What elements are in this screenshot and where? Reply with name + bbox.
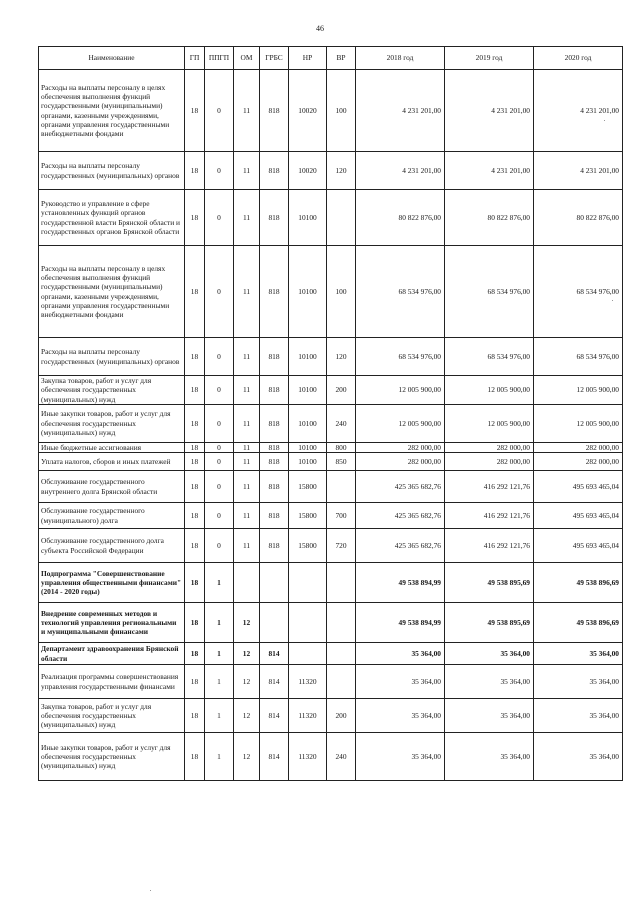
- cell-ppgp: 0: [205, 503, 234, 529]
- scan-speck: [612, 300, 613, 301]
- cell-y2020: 12 005 900,00: [534, 376, 623, 405]
- cell-y2019: 35 364,00: [445, 643, 534, 665]
- cell-gp: 18: [185, 665, 205, 699]
- cell-y2019: 68 534 976,00: [445, 338, 534, 376]
- cell-name: Расходы на выплаты персоналу в целях обеспечения выполнения функций государственными (муниципальными) органами, казенными учреждениями, органами управления государственными внебюджетными фондами: [39, 246, 185, 338]
- cell-vr: 850: [327, 453, 356, 471]
- table-body: [39, 70, 623, 781]
- cell-y2019: 282 000,00: [445, 442, 534, 452]
- cell-nr: 15800: [289, 503, 327, 529]
- table-row: [39, 70, 623, 152]
- cell-nr: 15800: [289, 529, 327, 563]
- cell-vr: 200: [327, 376, 356, 405]
- cell-y2020: 4 231 201,00: [534, 152, 623, 190]
- cell-grbs: 818: [260, 404, 289, 442]
- cell-y2018: 12 005 900,00: [356, 404, 445, 442]
- cell-y2019: 4 231 201,00: [445, 70, 534, 152]
- cell-gp: 18: [185, 376, 205, 405]
- cell-gp: 18: [185, 603, 205, 643]
- cell-nr: [289, 643, 327, 665]
- cell-nr: 10020: [289, 70, 327, 152]
- cell-vr: 100: [327, 246, 356, 338]
- cell-gp: 18: [185, 503, 205, 529]
- header-ppgp: ППГП: [205, 47, 234, 70]
- cell-y2020: 35 364,00: [534, 665, 623, 699]
- cell-name: Иные закупки товаров, работ и услуг для обеспечения государственных (муниципальных) нужд: [39, 733, 185, 781]
- cell-name: Иные закупки товаров, работ и услуг для обеспечения государственных (муниципальных) нужд: [39, 404, 185, 442]
- cell-gp: 18: [185, 471, 205, 503]
- cell-om: 12: [234, 665, 260, 699]
- table-row: [39, 733, 623, 781]
- cell-grbs: 814: [260, 665, 289, 699]
- cell-y2018: 425 365 682,76: [356, 503, 445, 529]
- page-number: 46: [316, 24, 324, 33]
- cell-om: 11: [234, 404, 260, 442]
- cell-vr: 720: [327, 529, 356, 563]
- cell-gp: 18: [185, 404, 205, 442]
- cell-nr: 10100: [289, 404, 327, 442]
- cell-name: Обслуживание государственного (муниципального) долга: [39, 503, 185, 529]
- cell-y2018: 68 534 976,00: [356, 338, 445, 376]
- table-row: [39, 699, 623, 733]
- cell-y2020: 4 231 201,00: [534, 70, 623, 152]
- cell-vr: [327, 190, 356, 246]
- cell-ppgp: 0: [205, 70, 234, 152]
- cell-om: 11: [234, 442, 260, 452]
- cell-y2018: 425 365 682,76: [356, 529, 445, 563]
- cell-y2018: 35 364,00: [356, 665, 445, 699]
- cell-grbs: 818: [260, 529, 289, 563]
- cell-gp: 18: [185, 152, 205, 190]
- cell-y2018: 35 364,00: [356, 643, 445, 665]
- cell-grbs: 818: [260, 152, 289, 190]
- cell-om: 11: [234, 70, 260, 152]
- table-row: [39, 665, 623, 699]
- cell-vr: 800: [327, 442, 356, 452]
- cell-y2018: 35 364,00: [356, 699, 445, 733]
- cell-om: 12: [234, 603, 260, 643]
- cell-name: Расходы на выплаты персоналу государственных (муниципальных) органов: [39, 152, 185, 190]
- header-gp: ГП: [185, 47, 205, 70]
- cell-grbs: 818: [260, 338, 289, 376]
- cell-om: 11: [234, 503, 260, 529]
- cell-gp: 18: [185, 643, 205, 665]
- cell-ppgp: 1: [205, 643, 234, 665]
- cell-ppgp: 0: [205, 338, 234, 376]
- cell-om: 12: [234, 643, 260, 665]
- header-grbs: ГРБС: [260, 47, 289, 70]
- cell-y2018: 49 538 894,99: [356, 563, 445, 603]
- header-2019: 2019 год: [445, 47, 534, 70]
- cell-name: Обслуживание государственного долга субъекта Российской Федерации: [39, 529, 185, 563]
- table-row: [39, 442, 623, 452]
- cell-y2018: 12 005 900,00: [356, 376, 445, 405]
- cell-y2018: 68 534 976,00: [356, 246, 445, 338]
- cell-om: 12: [234, 699, 260, 733]
- cell-vr: [327, 643, 356, 665]
- cell-ppgp: 1: [205, 665, 234, 699]
- cell-nr: [289, 563, 327, 603]
- table-row: [39, 190, 623, 246]
- cell-gp: 18: [185, 563, 205, 603]
- cell-vr: 200: [327, 699, 356, 733]
- cell-om: 11: [234, 152, 260, 190]
- cell-grbs: [260, 563, 289, 603]
- cell-y2019: 282 000,00: [445, 453, 534, 471]
- cell-vr: 240: [327, 733, 356, 781]
- cell-nr: 11320: [289, 699, 327, 733]
- cell-om: 11: [234, 529, 260, 563]
- cell-grbs: 818: [260, 246, 289, 338]
- cell-om: 11: [234, 471, 260, 503]
- table-row: [39, 529, 623, 563]
- cell-y2018: 49 538 894,99: [356, 603, 445, 643]
- cell-y2019: 35 364,00: [445, 733, 534, 781]
- cell-name: Руководство и управление в сфере установленных функций органов государственной власти Брянской области и государственных органов Брянской области: [39, 190, 185, 246]
- cell-y2020: 35 364,00: [534, 733, 623, 781]
- cell-name: Расходы на выплаты персоналу в целях обеспечения выполнения функций государственными (муниципальными) органами, казенными учреждениями, органами управления государственными внебюджетными фондами: [39, 70, 185, 152]
- cell-om: 11: [234, 338, 260, 376]
- scan-speck: [150, 890, 151, 891]
- table-row: [39, 338, 623, 376]
- cell-ppgp: 0: [205, 471, 234, 503]
- cell-gp: 18: [185, 70, 205, 152]
- cell-gp: 18: [185, 338, 205, 376]
- cell-grbs: 818: [260, 442, 289, 452]
- cell-nr: 10020: [289, 152, 327, 190]
- cell-vr: [327, 471, 356, 503]
- cell-vr: 700: [327, 503, 356, 529]
- cell-gp: 18: [185, 699, 205, 733]
- cell-gp: 18: [185, 190, 205, 246]
- cell-om: 11: [234, 453, 260, 471]
- cell-ppgp: 0: [205, 453, 234, 471]
- cell-gp: 18: [185, 453, 205, 471]
- cell-name: Департамент здравоохранения Брянской области: [39, 643, 185, 665]
- cell-gp: 18: [185, 246, 205, 338]
- table-header-row: [39, 47, 623, 70]
- cell-y2020: 68 534 976,00: [534, 246, 623, 338]
- table-row: [39, 643, 623, 665]
- cell-name: Реализация программы совершенствования управления государственными финансами: [39, 665, 185, 699]
- cell-y2018: 425 365 682,76: [356, 471, 445, 503]
- cell-name: Обслуживание государственного внутреннего долга Брянской области: [39, 471, 185, 503]
- cell-y2020: 35 364,00: [534, 643, 623, 665]
- cell-y2019: 4 231 201,00: [445, 152, 534, 190]
- cell-name: Иные бюджетные ассигнования: [39, 442, 185, 452]
- header-2018: 2018 год: [356, 47, 445, 70]
- cell-y2018: 4 231 201,00: [356, 70, 445, 152]
- cell-y2019: 12 005 900,00: [445, 376, 534, 405]
- cell-y2019: 80 822 876,00: [445, 190, 534, 246]
- cell-om: 12: [234, 733, 260, 781]
- cell-name: Расходы на выплаты персоналу государственных (муниципальных) органов: [39, 338, 185, 376]
- cell-om: 11: [234, 190, 260, 246]
- cell-y2019: 68 534 976,00: [445, 246, 534, 338]
- cell-nr: 11320: [289, 733, 327, 781]
- cell-y2020: 495 693 465,04: [534, 471, 623, 503]
- cell-grbs: 818: [260, 503, 289, 529]
- cell-nr: 10100: [289, 453, 327, 471]
- cell-name: Внедрение современных методов и технологий управления региональными и муниципальными финансами: [39, 603, 185, 643]
- cell-y2020: 35 364,00: [534, 699, 623, 733]
- cell-y2018: 35 364,00: [356, 733, 445, 781]
- cell-y2019: 35 364,00: [445, 665, 534, 699]
- cell-vr: 120: [327, 152, 356, 190]
- table-row: [39, 603, 623, 643]
- cell-nr: [289, 603, 327, 643]
- cell-grbs: 818: [260, 376, 289, 405]
- cell-y2020: 49 538 896,69: [534, 563, 623, 603]
- cell-y2020: 282 000,00: [534, 442, 623, 452]
- table-row: [39, 404, 623, 442]
- table-row: [39, 503, 623, 529]
- cell-y2020: 495 693 465,04: [534, 503, 623, 529]
- cell-y2019: 416 292 121,76: [445, 503, 534, 529]
- cell-grbs: 818: [260, 190, 289, 246]
- cell-y2018: 80 822 876,00: [356, 190, 445, 246]
- table-row: [39, 471, 623, 503]
- table-row: [39, 152, 623, 190]
- cell-y2020: 68 534 976,00: [534, 338, 623, 376]
- cell-y2020: 49 538 896,69: [534, 603, 623, 643]
- cell-grbs: 814: [260, 643, 289, 665]
- cell-nr: 10100: [289, 190, 327, 246]
- cell-y2020: 80 822 876,00: [534, 190, 623, 246]
- cell-y2020: 495 693 465,04: [534, 529, 623, 563]
- cell-y2020: 282 000,00: [534, 453, 623, 471]
- cell-y2019: 49 538 895,69: [445, 603, 534, 643]
- cell-ppgp: 0: [205, 190, 234, 246]
- cell-grbs: [260, 603, 289, 643]
- cell-grbs: 818: [260, 471, 289, 503]
- cell-vr: 120: [327, 338, 356, 376]
- cell-grbs: 818: [260, 70, 289, 152]
- cell-y2018: 282 000,00: [356, 453, 445, 471]
- cell-nr: 15800: [289, 471, 327, 503]
- header-vr: ВР: [327, 47, 356, 70]
- cell-vr: 240: [327, 404, 356, 442]
- cell-y2018: 4 231 201,00: [356, 152, 445, 190]
- cell-y2018: 282 000,00: [356, 442, 445, 452]
- scan-speck: [604, 120, 605, 121]
- cell-name: Закупка товаров, работ и услуг для обеспечения государственных (муниципальных) нужд: [39, 699, 185, 733]
- cell-grbs: 818: [260, 453, 289, 471]
- cell-nr: 10100: [289, 338, 327, 376]
- cell-grbs: 814: [260, 733, 289, 781]
- cell-y2019: 49 538 895,69: [445, 563, 534, 603]
- cell-ppgp: 0: [205, 152, 234, 190]
- cell-nr: 10100: [289, 442, 327, 452]
- header-om: ОМ: [234, 47, 260, 70]
- cell-om: 11: [234, 376, 260, 405]
- cell-ppgp: 0: [205, 404, 234, 442]
- cell-vr: [327, 665, 356, 699]
- cell-vr: 100: [327, 70, 356, 152]
- cell-ppgp: 1: [205, 603, 234, 643]
- cell-vr: [327, 603, 356, 643]
- cell-nr: 10100: [289, 246, 327, 338]
- cell-ppgp: 1: [205, 733, 234, 781]
- cell-ppgp: 0: [205, 376, 234, 405]
- cell-om: 11: [234, 246, 260, 338]
- cell-y2020: 12 005 900,00: [534, 404, 623, 442]
- table-row: [39, 246, 623, 338]
- cell-grbs: 814: [260, 699, 289, 733]
- cell-y2019: 12 005 900,00: [445, 404, 534, 442]
- cell-vr: [327, 563, 356, 603]
- cell-ppgp: 1: [205, 563, 234, 603]
- cell-gp: 18: [185, 442, 205, 452]
- cell-y2019: 416 292 121,76: [445, 471, 534, 503]
- cell-name: Подпрограмма "Совершенствование управления общественными финансами" (2014 - 2020 годы): [39, 563, 185, 603]
- cell-gp: 18: [185, 529, 205, 563]
- cell-ppgp: 0: [205, 246, 234, 338]
- header-name: Наименование: [39, 47, 185, 70]
- header-2020: 2020 год: [534, 47, 623, 70]
- cell-y2019: 416 292 121,76: [445, 529, 534, 563]
- cell-name: Закупка товаров, работ и услуг для обеспечения государственных (муниципальных) нужд: [39, 376, 185, 405]
- cell-name: Уплата налогов, сборов и иных платежей: [39, 453, 185, 471]
- budget-table: [38, 46, 623, 781]
- cell-nr: 10100: [289, 376, 327, 405]
- cell-ppgp: 0: [205, 529, 234, 563]
- table-row: [39, 563, 623, 603]
- cell-nr: 11320: [289, 665, 327, 699]
- cell-y2019: 35 364,00: [445, 699, 534, 733]
- cell-ppgp: 1: [205, 699, 234, 733]
- header-nr: НР: [289, 47, 327, 70]
- cell-gp: 18: [185, 733, 205, 781]
- cell-om: [234, 563, 260, 603]
- cell-ppgp: 0: [205, 442, 234, 452]
- table-row: [39, 376, 623, 405]
- table-row: [39, 453, 623, 471]
